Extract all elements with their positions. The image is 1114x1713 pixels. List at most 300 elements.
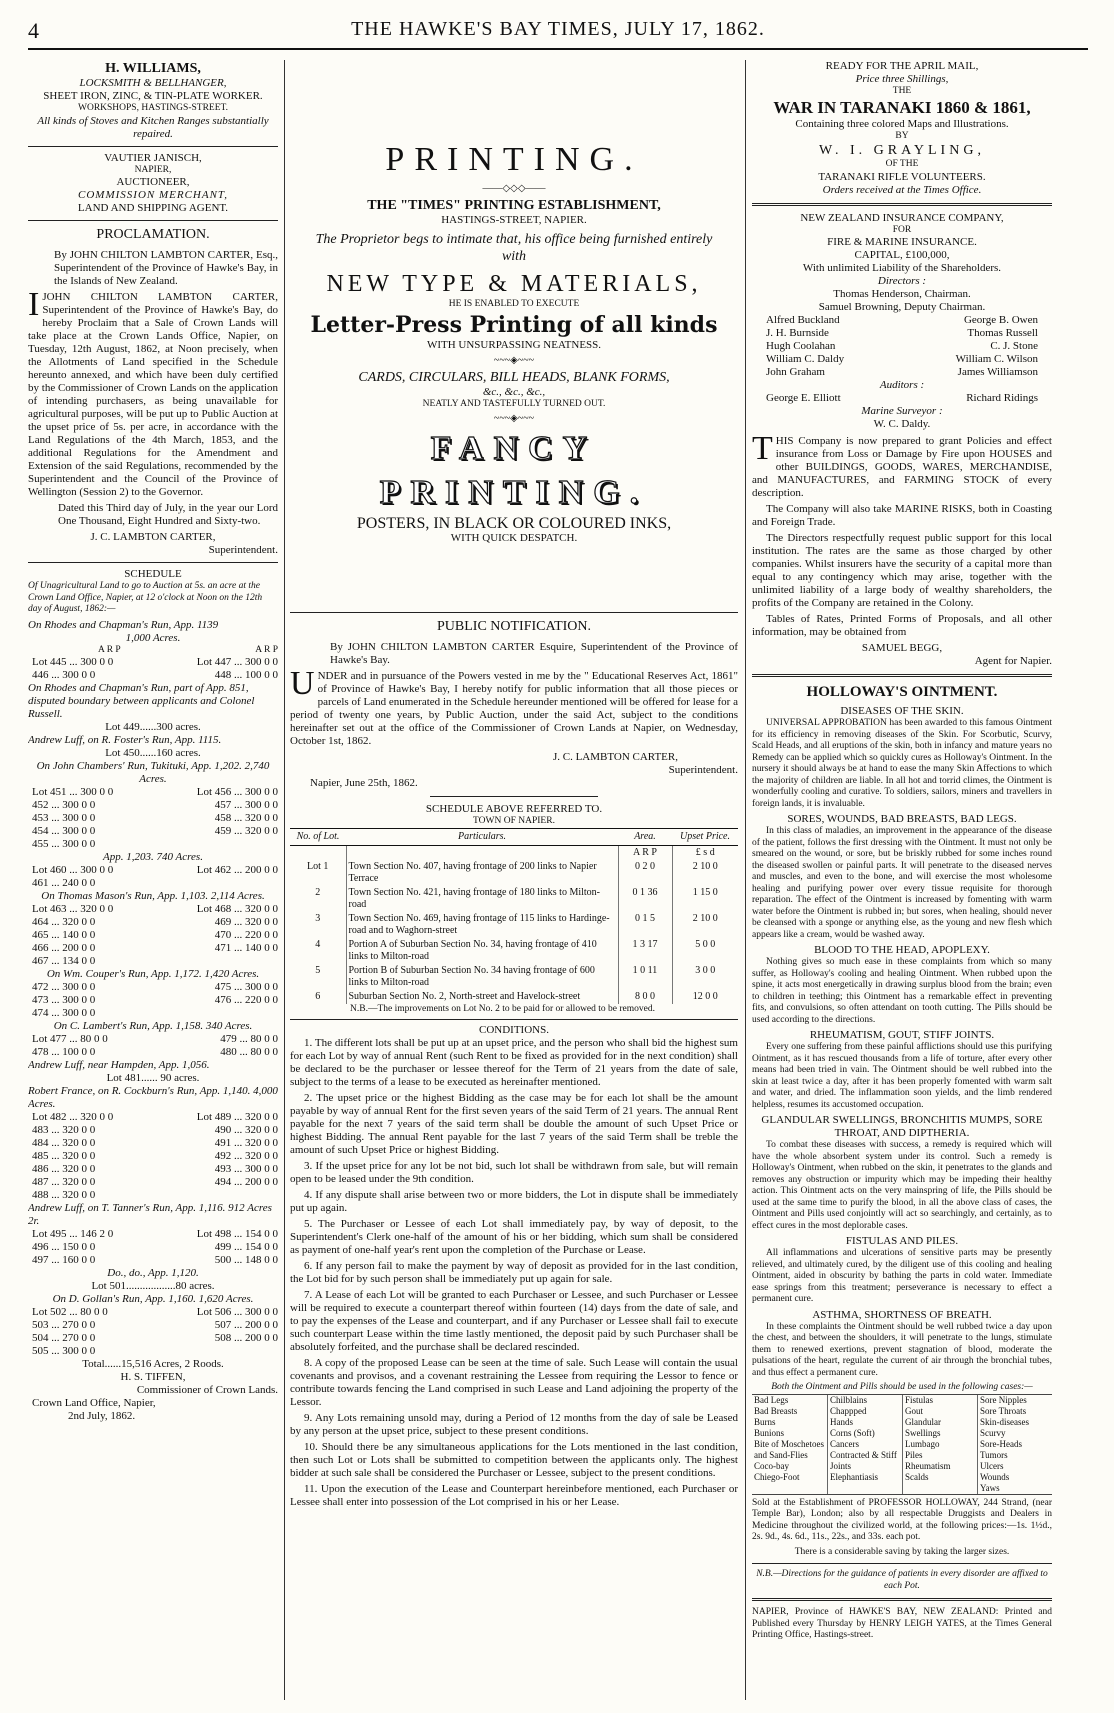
run-heading: On John Chambers' Run, Tukituki, App. 1,202. 2,740 Acres. [36,760,270,785]
printing-intro: The Proprietor begs to intimate that, his office being furnished entirely with [315,232,713,264]
section-heading: BLOOD TO THE HEAD, APOPLEXY. [814,944,990,956]
condition-item: 1. The different lots shall be put up at an upset price, and the person who shall bid the highest sum for each Lot by way of annual Rent (such Rent to be fixed as provided for in the next condition) shall be declared to be the purchaser or lessee thereof for the Term of 21 years from the date of sale, subject to the terms of a lease to be executed as hereinafter mentioned. [290,1037,738,1088]
land-schedule [28,568,278,1423]
arp-label: A R P [255,644,278,655]
lot-row [28,929,278,942]
column-right [752,60,1052,1700]
lot-entry: 508 ... 200 0 0 [214,1332,278,1344]
table-row [290,964,738,990]
section-text: In these complaints the Ointment should be well rubbed twice a day upon the chest, and between the shoulders, it will penetrate to the lungs, stimulate them to renewed exertions, prevent stagnation of blood, moderate the pulsations of the heart, regulate the current of air through the bronchial tubes, and thus effect a permanent cure. [752,1321,1052,1378]
lot-entry: Lot 495 ... 146 2 0 [32,1228,114,1240]
ailment-item: Hands [830,1416,853,1427]
directors-row [766,366,1038,379]
run-lot: Lot 449......300 acres. [105,721,201,733]
ailment-item: Yaws [980,1482,1000,1493]
ailments-column [902,1395,977,1494]
table-cell: 5 [315,964,321,976]
auditor-name: Richard Ridings [966,392,1038,404]
lot-entry: 472 ... 300 0 0 [32,981,96,993]
advert-name: VAUTIER JANISCH, [104,151,202,164]
ornament-divider: ——◇◇◇—— [482,183,546,194]
ailment-item: Gout [905,1405,923,1416]
director-name: William C. Daldy [766,353,845,365]
lot-row [28,812,278,825]
lot-entry: 499 ... 154 0 0 [214,1241,278,1253]
table-cell: 8 0 0 [618,990,672,1004]
conditions-heading: CONDITIONS. [479,1024,549,1036]
ailment-item: Piles [905,1449,923,1460]
table-row [290,938,738,964]
ailment-item: Wounds [980,1471,1010,1482]
printing-advert [290,140,738,545]
lot-row [28,1111,278,1124]
condition-item: 10. Should there be any simultaneous applications for the Lots mentioned in the last condition, then such Lot or Lots shall be submitted to competition between the applicants only. The highest bidder at such sale shall be considered the Purchaser or Lessee, subject to the present conditions. [290,1441,738,1479]
lot-entry: 452 ... 300 0 0 [32,799,96,811]
signer-title: Superintendent. [208,544,278,556]
condition-item: 11. Upon the execution of the Lease and Counterpart hereinbefore mentioned, each Purchaser or Lessee shall enter into possession of the Lot comprised in his or her Lease. [290,1483,738,1508]
advert-name: H. WILLIAMS, [105,61,201,76]
signer-name: J. C. LAMBTON CARTER, [552,751,678,763]
lot-entry: 458 ... 320 0 0 [214,812,278,824]
forms-line: CARDS, CIRCULARS, BILL HEADS, BLANK FORMS, [358,369,670,385]
lot-list [28,903,278,968]
both-used-line: Both the Ointment and Pills should be used in the following cases:— [771,1382,1033,1392]
agent-title: Agent for Napier. [974,655,1052,667]
lot-list [28,981,278,1020]
drop-cap: I [28,286,40,323]
proclamation-heading: PROCLAMATION. [96,227,210,242]
table-cell: Portion B of Suburban Section No. 34 having frontage of 600 links to Milton-road [346,964,618,990]
condition-item: 9. Any Lots remaining unsold may, during a Period of 12 months from the day of sale be Leased by any person at the upset price, subject to these present conditions. [290,1412,738,1437]
fancy-printing-line: FANCY PRINTING. [379,430,649,511]
lot-row [28,1176,278,1189]
lot-entry: 491 ... 320 0 0 [214,1137,278,1149]
lot-entry: 507 ... 200 0 0 [214,1319,278,1331]
ailment-item: Sore Nipples [980,1394,1027,1405]
signer-name: J. C. LAMBTON CARTER, [90,531,216,543]
lot-entry: Lot 451 ... 300 0 0 [32,786,114,798]
lot-entry: 465 ... 140 0 0 [32,929,96,941]
condition-item: 3. If the upset price for any lot be not bid, such lot shall be withdrawn from sale, but will remain open to be leased under the 9th condition. [290,1160,738,1185]
newspaper-title: THE HAWKE'S BAY TIMES, JULY 17, 1862. [351,18,765,40]
section-text: Every one suffering from these painful afflictions should use this purifying Ointment, as it has rescued thousands from a life of torture, after every other means had been tried in vain. The Ointment should be well rubbed into the skin at least twice a day, after it has been properly fomented with warm salt and water, and dried. The inflammation soon yields, and the limb rendered helpless, resumes its accustomed occupation. [752,1042,1052,1110]
lot-entry: Lot 468 ... 320 0 0 [196,903,278,915]
directors-row [766,353,1038,366]
corps-line: TARANAKI RIFLE VOLUNTEERS. [818,170,986,183]
area-units: A R P [618,845,672,860]
table-cell: 12 0 0 [672,990,738,1004]
lot-entry: 494 ... 200 0 0 [214,1176,278,1188]
table-cell: 2 10 0 [672,912,738,938]
run-heading: On Wm. Couper's Run, App. 1,172. 1,420 Acres. [46,968,260,980]
lot-row [28,669,278,682]
lot-entry: Lot 482 ... 320 0 0 [32,1111,114,1123]
surveyor-name: W. C. Daldy. [873,418,931,430]
containing-line: Containing three colored Maps and Illustrations. [795,117,1009,130]
ailments-column [752,1395,827,1494]
table-cell: 0 1 36 [618,886,672,912]
ailment-item: Skin-diseases [980,1416,1029,1427]
lease-schedule-table [290,828,738,1004]
signer-name: H. S. TIFFEN, [120,1371,186,1383]
holloway-advert [752,683,1052,1592]
lot-entry: 496 ... 150 0 0 [32,1241,96,1253]
lot-entry: Lot 489 ... 320 0 0 [196,1111,278,1123]
table-cell: 2 10 0 [672,860,738,886]
lot-list [28,864,278,890]
lot-entry: Lot 502 ... 80 0 0 [32,1306,108,1318]
table-row [290,912,738,938]
condition-item: 8. A copy of the proposed Lease can be seen at the time of sale. Such Lease will contain the usual covenants and provisos, and a covenant restraining the Lessee from requiring the Lessor to fence or contribute towards fencing the Land comprised in such Lease and Land adjoining the property of the Lessor. [290,1357,738,1408]
run-heading: On Thomas Mason's Run, App. 1,103. 2,114 Acres. [41,890,265,902]
lot-row [28,1228,278,1241]
table-cell: 1 3 17 [618,938,672,964]
advert-workshops: WORKSHOPS, HASTINGS-STREET. [78,103,228,113]
ailment-item: Bite of Moschetoes and Sand-Flies [754,1438,824,1460]
directors-list [752,314,1052,379]
lot-entry: 471 ... 140 0 0 [214,942,278,954]
run-heading: Andrew Luff, on R. Foster's Run, App. 1115. [28,734,222,746]
lot-list [28,1228,278,1267]
ailment-item: Chiego-Foot [754,1471,800,1482]
advert-note: All kinds of Stoves and Kitchen Ranges substantially repaired. [37,114,269,140]
lot-entry: 455 ... 300 0 0 [32,838,96,850]
proclamation-dated: Dated this Third day of July, in the year our Lord One Thousand, Eight Hundred and Sixty-two. [58,502,278,527]
neatness-line: WITH UNSURPASSING NEATNESS. [426,338,602,351]
condition-item: 4. If any dispute shall arise between two or more bidders, the Lot in dispute shall be immediately put up again. [290,1189,738,1214]
advert-role-3: LAND AND SHIPPING AGENT. [77,202,229,214]
ailment-item: Tumors [980,1449,1008,1460]
lot-row [28,994,278,1007]
capital-line: CAPITAL, £100,000, [854,249,950,261]
table-cell: Town Section No. 421, having frontage of 180 links to Milton-road [346,886,618,912]
schedule-subheading: TOWN OF NAPIER. [473,816,555,826]
ailment-item: Burns [754,1416,776,1427]
lot-entry: Lot 463 ... 320 0 0 [32,903,114,915]
lot-entry: 488 ... 320 0 0 [32,1189,96,1201]
lot-entry: Lot 460 ... 300 0 0 [32,864,114,876]
lot-row [28,825,278,838]
ailment-item: Bad Breasts [754,1405,798,1416]
director-name: J. H. Burnside [766,327,829,339]
lot-row [28,786,278,799]
lot-row [28,1124,278,1137]
lot-entry: 469 ... 320 0 0 [214,916,278,928]
proclamation [28,226,278,557]
lot-entry: Lot 447 ... 300 0 0 [196,656,278,668]
table-row [290,886,738,912]
notification-heading: PUBLIC NOTIFICATION. [437,619,591,634]
etc-line: &c., &c., &c., [482,385,546,398]
advert-role: AUCTIONEER, [116,176,190,188]
lot-row [28,1137,278,1150]
tables-text: Tables of Rates, Printed Forms of Proposals, and all other information, may be obtained from [752,613,1052,638]
lot-row [28,1254,278,1267]
auditor-name: George E. Elliott [766,392,841,404]
table-header: Area. [618,828,672,845]
lot-row [28,955,278,968]
lot-entry: Lot 445 ... 300 0 0 [32,656,114,668]
agent-name: SAMUEL BEGG, [861,642,943,654]
table-header: No. of Lot. [290,828,346,845]
table-cell: 6 [315,990,321,1002]
column-center [290,60,738,1700]
run-heading: Andrew Luff, near Hampden, App. 1,056. [28,1059,210,1071]
despatch-line: WITH QUICK DESPATCH. [450,532,578,544]
lot-row [28,838,278,851]
table-cell: 0 1 5 [618,912,672,938]
lot-list [28,786,278,851]
lot-entry: 466 ... 200 0 0 [32,942,96,954]
ailments-grid [752,1394,1052,1495]
section-text: All inflammations and ulcerations of sensitive parts may be presently relieved, and ultimately cured, by the diligent use of this cooling and healing Ointment, aided in obscurity by bathing the parts in cold water. Immediate ease springs from this treatment; perseverance is necessary to effect a permanent cure. [752,1248,1052,1304]
table-cell: 0 2 0 [618,860,672,886]
section-text: Nothing gives so much ease in these complaints from which so many suffer, as Holloway's cooling and healing Ointment. When rubbed upon the spine, it acts most energetically in drawing surplus blood from the brain; even to children in teething; this Ointment has a remarkable effect in preventing fits, and convulsions, so often attendant on tooth cutting. The Pills should be used according to the directions. [752,957,1052,1025]
table-cell: 1 0 11 [618,964,672,990]
directors-row [766,314,1038,327]
lot-list [28,1033,278,1059]
lot-entry: Lot 498 ... 154 0 0 [196,1228,278,1240]
run-heading: On Rhodes and Chapman's Run, App. 1139 [28,618,219,631]
table-cell: 5 0 0 [672,938,738,964]
table-header: Upset Price. [672,828,738,845]
ailment-item: Bad Legs [754,1394,789,1405]
chairman-line: Thomas Henderson, Chairman. [833,288,971,300]
run-heading: On Rhodes and Chapman's Run, part of App. 851, disputed boundary between applicants and Colonel Russell. [28,682,255,720]
lot-entry: 470 ... 220 0 0 [214,929,278,941]
insurance-advert [752,212,1052,669]
lot-entry: 475 ... 300 0 0 [214,981,278,993]
ailments-column [977,1395,1052,1494]
section-text: In this class of maladies, an improvement in the appearance of the disease of the patient, follows the first dressing with the Ointment. It must not only be smeared on the wound, or sore, but be briskly rubbed for some inches round the diseased swollen or painful parts. It will penetrate to the diseased nerves and muscles, and even to the bone, and will exercise the most wholesome healing and purifying power over every tissue requisite for thorough reparation. The effect of the Ointment is increased by fomenting with warm water before the Ointment is rubbed in; but sores, when healing, should never be cleansed with a sponge or anything else, as the young and new flesh which appears like a cream, would be washed away. [752,826,1052,940]
lot-row [28,1033,278,1046]
condition-item: 7. A Lease of each Lot will be granted to each Purchaser or Lessee, and such Purchaser or Lessee will be required to execute a counterpart thereof within fourteen (14) days from the date of sale, and to pay the expenses of the Lease and counterpart, and if any Purchaser or Lessee shall fail to execute such counterpart Lease within the time lastly mentioned, the deposit paid by such Purchaser shall be absolutely forfeited, and the purchase shall be declared rescinded. [290,1289,738,1353]
lot-entry: 500 ... 148 0 0 [214,1254,278,1266]
lot-row [28,1189,278,1202]
directors-row [766,340,1038,353]
masthead [28,18,1088,50]
table-header: Particulars. [346,828,618,845]
lot-row [28,864,278,877]
table-cell: 1 15 0 [672,886,738,912]
notification-by: By JOHN CHILTON LAMBTON CARTER Esquire, Superintendent of the Province of Hawke's Bay. [330,641,738,666]
nb-text: N.B.—Directions for the guidance of patients in every disorder are affixed to each Pot. [756,1569,1048,1591]
lot-entry: 504 ... 270 0 0 [32,1332,96,1344]
new-type-line: NEW TYPE & MATERIALS, [326,271,702,297]
turned-out-line: NEATLY AND TASTEFULLY TURNED OUT. [422,398,606,409]
the-line: THE [892,86,912,96]
price-line: Price three Shillings, [855,73,949,85]
lot-row [28,1306,278,1319]
advert-place: NAPIER, [134,164,172,175]
director-name: Hugh Coolahan [766,340,836,352]
ailment-item: Cancers [830,1438,859,1449]
lot-row [28,1150,278,1163]
lot-entry: 486 ... 320 0 0 [32,1163,96,1175]
condition-item: 2. The upset price or the highest Bidding as the case may be for each lot shall be the amount payable by way of annual Rent for the first seven years of the said Term of 21 years. The annual Rent payable for the next 7 years of the said term shall be double the amount of such Upset Price or highest Bidding. The annual Rent payable for the last 7 years of the said Term shall be treble the amount of such Upset Price or highest Bidding. [290,1092,738,1156]
table-cell: Town Section No. 469, having frontage of 115 links to Hardinge-road and to Waghorn-street [346,912,618,938]
section-heading: DISEASES OF THE SKIN. [840,705,964,717]
author-name: W. I. GRAYLING, [819,143,985,158]
ailment-item: Bunions [754,1427,785,1438]
lot-entry: 480 ... 80 0 0 [220,1046,278,1058]
run-heading: Andrew Luff, on T. Tanner's Run, App. 1,116. 912 Acres 2r. [28,1202,272,1227]
lot-row [28,1163,278,1176]
section-text: To combat these diseases with success, a remedy is required which will have the whole absorbent system under its control. Such a remedy is Holloway's Ointment, when rubbed on the skin, it penetrates to the glands and removes any obstruction or impurity which may be impeding their healthy action. This Ointment acts on the very mainspring of life, the Pills should be used at the same time to purify the blood, in all the above class of cases, the Ointment and Pills used conjointly will act so searchingly, and certainly, as to effect cures in the most deplorable cases. [752,1140,1052,1231]
table-cell: Suburban Section No. 2, North-street and Havelock-street [346,990,618,1004]
drop-cap: U [290,665,315,702]
lot-entry: 503 ... 270 0 0 [32,1319,96,1331]
lot-entry: 497 ... 160 0 0 [32,1254,96,1266]
lot-list [28,1111,278,1202]
liability-line: With unlimited Liability of the Shareholders. [802,262,1002,274]
ailment-item: Ulcers [980,1460,1004,1471]
section-heading: GLANDULAR SWELLINGS, BRONCHITIS MUMPS, SORE THROAT, AND DIPTHERIA. [761,1114,1043,1139]
table-row [290,860,738,886]
public-notification [290,618,738,1509]
advert-role-2: COMMISSION MERCHANT, [78,189,228,201]
ailment-item: Coco-bay [754,1460,789,1471]
office-line: Crown Land Office, Napier, [32,1397,156,1409]
lot-entry: 457 ... 300 0 0 [214,799,278,811]
of-the-line: OF THE [885,159,919,169]
table-cell: 3 0 0 [672,964,738,990]
ailment-item: Sore-Heads [980,1438,1022,1449]
lot-entry: Lot 477 ... 80 0 0 [32,1033,108,1045]
directors-heading: Directors : [877,275,927,287]
lot-entry: 484 ... 320 0 0 [32,1137,96,1149]
run-heading: Robert France, on R. Cockburn's Run, App. 1,140. 4,000 Acres. [28,1085,278,1110]
signer-title: Superintendent. [668,764,738,776]
price-units: £ s d [672,845,738,860]
section-text: UNIVERSAL APPROBATION has been awarded to this famous Ointment for its efficiency in removing diseases of the Skin. For Scorbutic, Scurvy, Scald Heads, and all eruptions of the skin, both in infancy and mature years no Remedy can be applied which so quickly cures as Holloway's Ointment. In the nursery it should always be at hand to ease the many Skin Affections to which the majority of children are liable. In all hot and torrid climes, the Ointment is wonderfully cooling and curative. To soldiers, sailors, miners and travellers in foreign lands, it is invaluable. [752,718,1052,809]
lot-entry: 464 ... 320 0 0 [32,916,96,928]
book-title: WAR IN TARANAKI 1860 & 1861, [773,97,1031,117]
posters-line: POSTERS, IN BLACK OR COLOURED INKS, [356,515,672,532]
table-cell: Portion A of Suburban Section No. 34, having frontage of 410 links to Milton-road [346,938,618,964]
ailment-item: Chappped [830,1405,867,1416]
run-heading: App. 1,203. 740 Acres. [103,851,203,863]
lot-entry: 453 ... 300 0 0 [32,812,96,824]
table-cell: 2 [315,886,321,898]
insurance-kind: FIRE & MARINE INSURANCE. [827,236,977,248]
ornament-divider: ~~~◈~~~ [493,354,535,366]
column-rule [284,60,285,1700]
lot-entry: Lot 506 ... 300 0 0 [196,1306,278,1318]
lot-entry: 448 ... 100 0 0 [214,669,278,681]
director-name: James Williamson [957,366,1038,378]
section-heading: SORES, WOUNDS, BAD BREASTS, BAD LEGS. [787,813,1017,825]
lot-entry: 467 ... 134 0 0 [32,955,96,967]
director-name: Alfred Buckland [766,314,840,326]
for-line: FOR [892,224,912,235]
director-name: Thomas Russell [967,327,1038,339]
ailment-item: Scalds [905,1471,929,1482]
lot-entry: 490 ... 320 0 0 [214,1124,278,1136]
lot-list [28,656,278,682]
table-cell: Town Section No. 407, having frontage of 200 links to Napier Terrace [346,860,618,886]
establishment-name: THE "TIMES" PRINTING ESTABLISHMENT, [367,198,661,213]
proclamation-by: By JOHN CHILTON LAMBTON CARTER, Esq., Superintendent of the Province of Hawke's Bay, in the Islands of New Zealand. [54,249,278,287]
lot-entry: 487 ... 320 0 0 [32,1176,96,1188]
table-cell: 3 [315,912,321,924]
section-heading: RHEUMATISM, GOUT, STIFF JOINTS. [809,1029,995,1041]
lot-entry: Lot 456 ... 300 0 0 [196,786,278,798]
director-name: John Graham [766,366,825,378]
lot-row [28,916,278,929]
marine-text: The Company will also take MARINE RISKS, both in Coasting and Foreign Trade. [752,503,1052,528]
signer-title: Commissioner of Crown Lands. [136,1384,278,1396]
deputy-line: Samuel Browning, Deputy Chairman. [818,301,986,313]
ailment-item: Corns (Soft) [830,1427,875,1438]
drop-cap: T [752,430,773,467]
lot-row [28,1241,278,1254]
table-note: N.B.—The improvements on Lot No. 2 to be paid for or allowed to be removed. [350,1003,655,1014]
director-name: C. J. Stone [990,340,1038,352]
lot-row [28,903,278,916]
table-cell: 4 [315,938,321,950]
lot-row [28,942,278,955]
column-left [28,60,278,1700]
lot-row [28,1007,278,1020]
saving-text: There is a considerable saving by taking the larger sizes. [794,1546,1010,1557]
ailment-item: Contracted & Stiff Joints [830,1449,897,1471]
notification-body: NDER and in pursuance of the Powers vested in me by the " Educational Reserves Act, 1861" of Province of Hawke's Bay, I hereby notify for public information that all those pieces or parcels of Land enumerated in the Schedule hereunder mentioned will be offered for lease for a period of twenty one years, by Public Auction, under the said Act, subject to the conditions hereinafter set out at the office of the Commissioner of Crown Lands at Napier, on Wednesday, October 1st, 1862. [290,670,738,747]
insurance-body: HIS Company is now prepared to grant Policies and effect insurance from Loss or Damage by Fire upon HOUSES and other BUILDINGS, GOODS, WARES, MERCHANDISE, and MANUFACTURES, and FARMING STOCK of every description. [752,435,1052,499]
advert-trade: LOCKSMITH & BELLHANGER, [79,77,227,89]
run-heading: On C. Lambert's Run, App. 1,158. 340 Acres. [53,1020,253,1032]
establishment-address: HASTINGS-STREET, NAPIER. [441,214,587,226]
arp-label: A R P [98,644,121,655]
run-acres: 1,000 Acres. [125,631,181,644]
surveyor-heading: Marine Surveyor : [861,405,943,417]
run-heading: On D. Gollan's Run, App. 1,160. 1,620 Acres. [52,1293,254,1305]
lot-row [28,1345,278,1358]
ailment-item: Sore Throats [980,1405,1027,1416]
ailment-item: Chilblains [830,1394,868,1405]
lot-entry: 446 ... 300 0 0 [32,669,96,681]
lot-entry: 485 ... 320 0 0 [32,1150,96,1162]
lot-entry: 483 ... 320 0 0 [32,1124,96,1136]
ailment-item: Scurvy [980,1427,1006,1438]
director-name: William C. Wilson [955,353,1038,365]
lot-entry: 478 ... 100 0 0 [32,1046,96,1058]
table-cell: Lot 1 [307,860,329,872]
lot-entry: 473 ... 300 0 0 [32,994,96,1006]
schedule-heading: SCHEDULE [124,568,182,580]
run-lot: Lot 501..................80 acres. [91,1280,215,1292]
ailment-item: Elephantiasis [830,1471,878,1482]
auditors-heading: Auditors : [879,379,925,391]
holloway-heading: HOLLOWAY'S OINTMENT. [806,684,998,700]
table-row [290,990,738,1004]
advert-trade-2: SHEET IRON, ZINC, & TIN-PLATE WORKER. [43,90,263,102]
lot-row [28,877,278,890]
letterpress-line: Letter-Press Printing of all kinds [310,311,718,338]
janisch-advert [28,152,278,216]
condition-item: 6. If any person fail to make the payment by way of deposit as provided for in the last condition, the Lot bid for by such person shall be immediately put up again for sale. [290,1260,738,1285]
lot-entry: 454 ... 300 0 0 [32,825,96,837]
lot-row [28,1046,278,1059]
lot-entry: 461 ... 240 0 0 [32,877,96,889]
schedule-subheading: Of Unagricultural Land to go to Auction at 5s. an acre at the Crown Land Office, Napier, at 12 o'clock at Noon on the 12th day of August, 1862:— [28,581,263,614]
lot-entry: Lot 462 ... 200 0 0 [196,864,278,876]
schedule-heading: SCHEDULE ABOVE REFERRED TO. [425,803,603,815]
by-line: BY [895,130,909,141]
printer-imprint: NAPIER, Province of HAWKE'S BAY, NEW ZEALAND: Printed and Published every Thursday by HENRY LEIGH YATES, at the Times General Printing Office, Hastings-street. [752,1607,1052,1640]
holloway-sections [752,705,1052,1379]
ailment-item: Rheumatism [905,1460,951,1471]
